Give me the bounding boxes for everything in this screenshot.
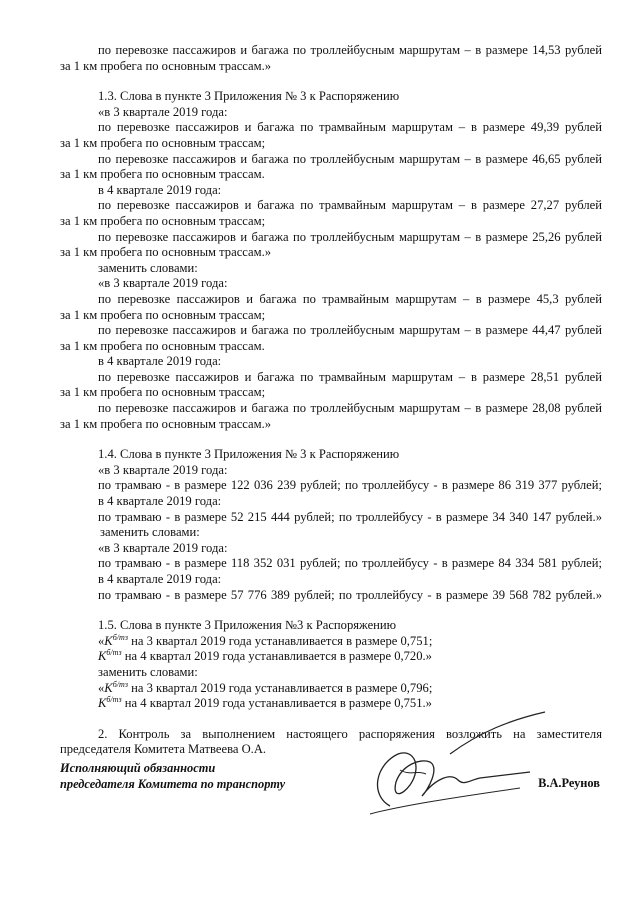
text-line: в 4 квартале 2019 года: [98, 494, 222, 509]
text-line: в 4 квартале 2019 года: [98, 182, 222, 197]
signatory-name: В.А.Реунов [538, 776, 600, 790]
text-line: по перевозке пассажиров и багажа по троллейбусным маршрутам – в размере 25,26 рублей [98, 229, 602, 244]
text-line: за 1 км пробега по основным трассам.» [60, 416, 272, 431]
document-body [60, 43, 602, 758]
handwritten-signature [330, 710, 560, 820]
text-line: 1.5. Слова в пункте 3 Приложения №3 к Распоряжению [98, 618, 397, 633]
coefficient-superscript: б/тз [112, 632, 128, 642]
coefficient-line [60, 649, 602, 665]
coefficient-superscript: б/тз [112, 679, 128, 689]
text-line: по перевозке пассажиров и багажа по троллейбусным маршрутам – в размере 28,08 рублей [98, 401, 602, 416]
text-lines [60, 43, 602, 634]
control-paragraph-line2: председателя Комитета Матвеева О.А. [60, 742, 267, 757]
coefficient-line [60, 681, 602, 697]
open-quote: « [98, 680, 105, 695]
text-line: за 1 км пробега по основным трассам; [60, 385, 266, 400]
text-line: за 1 км пробега по основным трассам. [60, 167, 265, 182]
coefficient-lines [60, 634, 602, 712]
coefficient-line [60, 665, 602, 681]
coefficient-symbol: K [104, 680, 113, 695]
text-line: по перевозке пассажиров и багажа по троллейбусным маршрутам – в размере 44,47 рублей [98, 323, 602, 338]
paragraph-gap [60, 603, 602, 618]
signatory-title-line2: председателя Комитета по транспорту [60, 777, 286, 791]
coefficient-text: заменить словами: [98, 664, 198, 679]
coefficient-superscript: б/тз [106, 648, 122, 658]
text-line: за 1 км пробега по основным трассам; [60, 135, 266, 150]
coefficient-symbol: K [104, 633, 113, 648]
signatory-title-line1: Исполняющий обязанности [60, 761, 216, 775]
open-quote: « [98, 633, 105, 648]
text-line: «в 3 квартале 2019 года: [98, 462, 228, 477]
text-line: 1.4. Слова в пункте 3 Приложения № 3 к Распоряжению [98, 447, 400, 462]
text-line: по трамваю - в размере 118 352 031 рублей; по троллейбусу - в размере 84 334 581 рублей; [98, 556, 602, 571]
text-line: за 1 км пробега по основным трассам.» [60, 245, 272, 260]
text-line: по перевозке пассажиров и багажа по трамвайным маршрутам – в размере 27,27 рублей [98, 198, 602, 213]
text-line: за 1 км пробега по основным трассам. [60, 338, 265, 353]
coefficient-symbol: K [98, 649, 107, 664]
text-line: по перевозке пассажиров и багажа по троллейбусным маршрутам – в размере 14,53 рублей [98, 43, 602, 57]
text-line: по трамваю - в размере 122 036 239 рублей; по троллейбусу - в размере 86 319 377 рублей; [98, 478, 602, 493]
text-line: за 1 км пробега по основным трассам.» [60, 58, 272, 73]
text-line: в 4 квартале 2019 года: [98, 572, 222, 586]
text-line: заменить словами: [100, 525, 200, 540]
coefficient-superscript: б/тз [106, 694, 122, 704]
text-line: по перевозке пассажиров и багажа по троллейбусным маршрутам – в размере 46,65 рублей [98, 151, 602, 166]
coefficient-text: на 4 квартал 2019 года устанавливается в размере 0,720.» [121, 649, 432, 664]
coefficient-text: на 4 квартал 2019 года устанавливается в размере 0,751.» [121, 696, 432, 711]
text-line: по перевозке пассажиров и багажа по трамвайным маршрутам – в размере 28,51 рублей [98, 369, 602, 384]
text-line: «в 3 квартале 2019 года: [98, 104, 228, 119]
text-line: 1.3. Слова в пункте 3 Приложения № 3 к Распоряжению [98, 89, 400, 104]
text-line: в 4 квартале 2019 года: [98, 354, 222, 369]
paragraph-gap [60, 74, 602, 89]
text-line: «в 3 квартале 2019 года: [98, 540, 228, 555]
text-line: по трамваю - в размере 52 215 444 рублей; по троллейбусу - в размере 34 340 147 рублей.» [98, 509, 602, 524]
coefficient-line [60, 634, 602, 650]
control-paragraph-line1: 2. Контроль за выполнением настоящего распоряжения возложить на заместителя [98, 726, 602, 741]
text-line: по трамваю - в размере 57 776 389 рублей; по троллейбусу - в размере 39 568 782 рублей.» [98, 587, 602, 602]
coefficient-text: на 3 квартал 2019 года устанавливается в размере 0,751; [127, 633, 433, 648]
text-line: заменить словами: [98, 260, 198, 275]
paragraph-gap [60, 432, 602, 447]
signature-block [60, 760, 602, 830]
coefficient-text: на 3 квартал 2019 года устанавливается в размере 0,796; [127, 680, 433, 695]
text-line: по перевозке пассажиров и багажа по трамвайным маршрутам – в размере 45,3 рублей [98, 291, 602, 306]
text-line: «в 3 квартале 2019 года: [98, 276, 228, 291]
text-line: за 1 км пробега по основным трассам; [60, 307, 266, 322]
text-line: по перевозке пассажиров и багажа по трамвайным маршрутам – в размере 49,39 рублей [98, 120, 602, 135]
coefficient-symbol: K [98, 696, 107, 711]
signatory-title [60, 760, 285, 792]
text-line: за 1 км пробега по основным трассам; [60, 213, 266, 228]
